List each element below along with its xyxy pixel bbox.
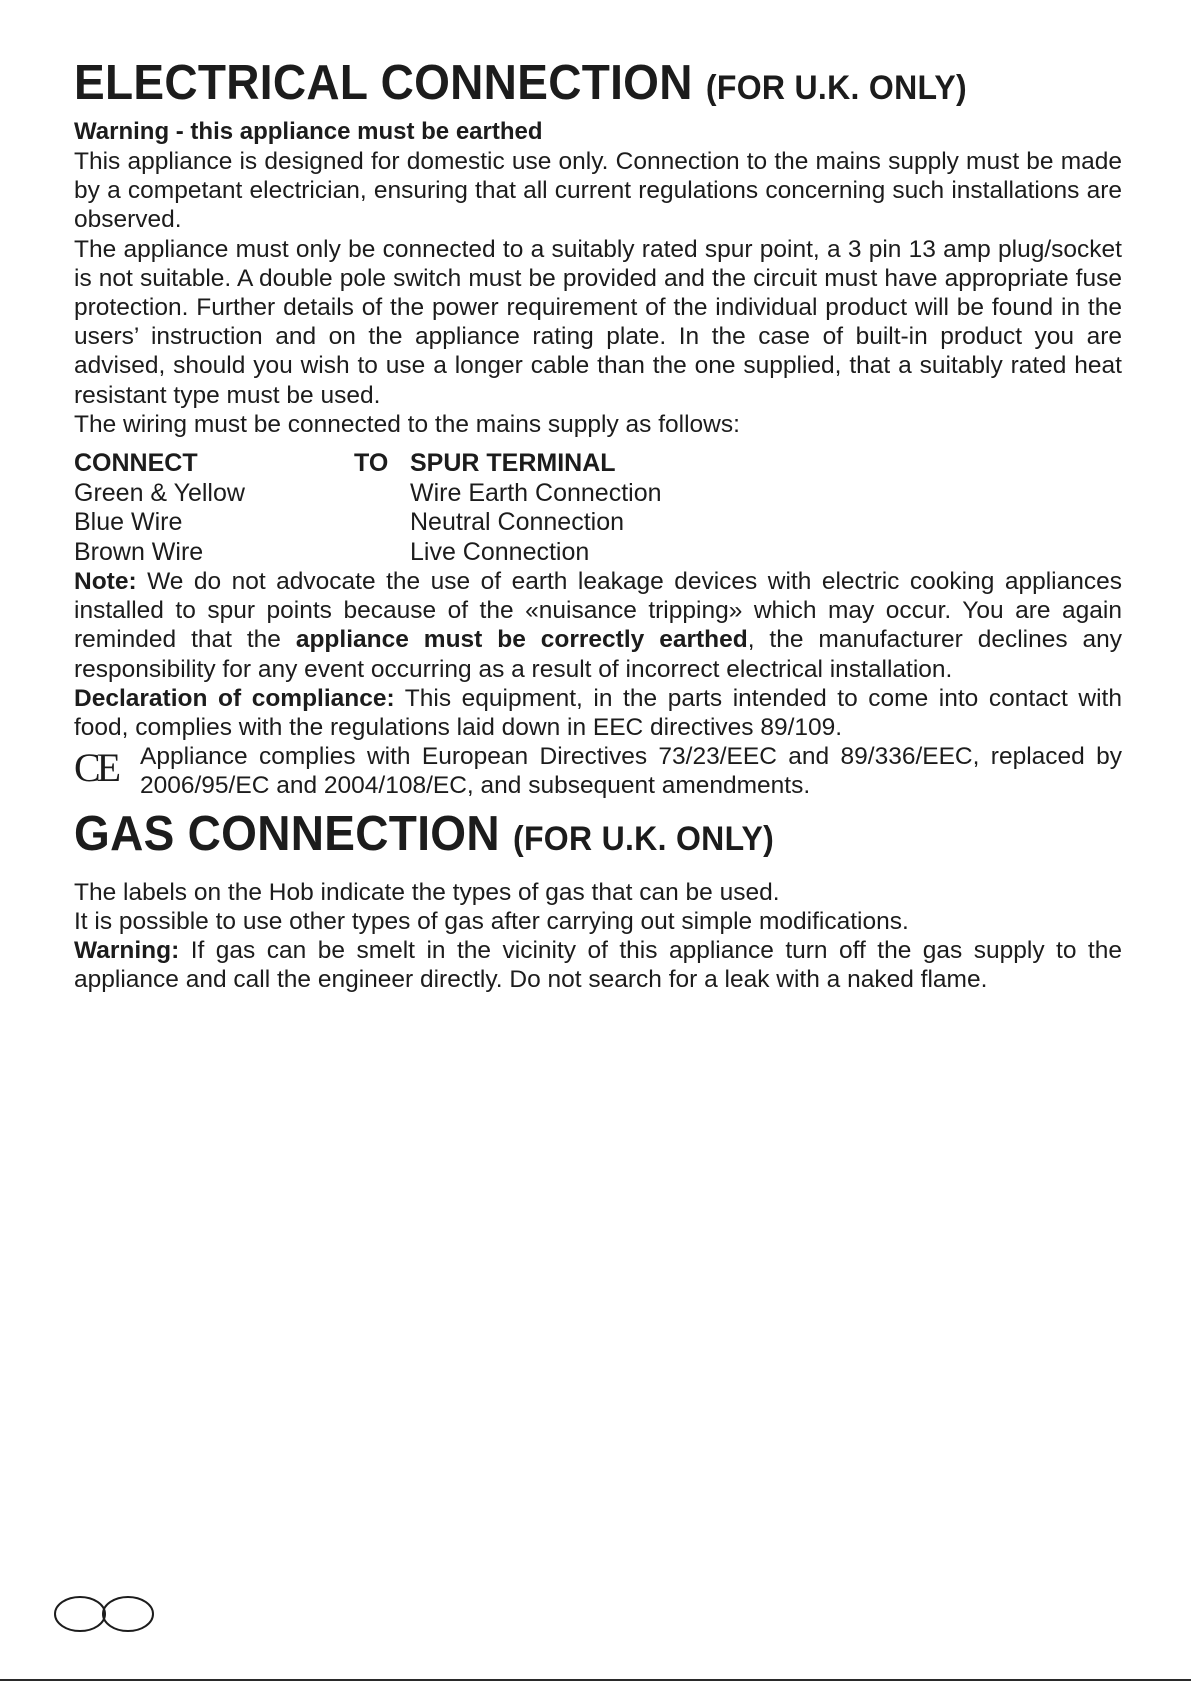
gas-warning bbox=[74, 936, 1122, 994]
page-content bbox=[74, 50, 1122, 994]
electrical-title-main: ELECTRICAL CONNECTION bbox=[74, 54, 693, 110]
note-text-2: , the manufacturer declines any responsibility for any event occurring as a result of incorrect electrical installation. bbox=[74, 626, 1123, 683]
note-label: Note: bbox=[74, 568, 137, 596]
wiring-header-to: TO bbox=[354, 449, 389, 478]
wiring-terminal-1: Wire Earth Connection bbox=[410, 478, 662, 507]
gas-title-suffix: (FOR U.K. ONLY) bbox=[512, 818, 775, 857]
wiring-terminal-column bbox=[410, 449, 662, 567]
gas-connection-title bbox=[74, 801, 1122, 870]
wiring-terminal-3: Live Connection bbox=[410, 537, 590, 566]
wiring-terminal-2: Neutral Connection bbox=[410, 508, 625, 537]
gas-title-main: GAS CONNECTION bbox=[74, 804, 500, 861]
wiring-header-connect: CONNECT bbox=[74, 449, 198, 478]
bottom-rule bbox=[0, 1679, 1191, 1681]
earth-leakage-note bbox=[74, 567, 1122, 684]
language-flag-ovals-icon bbox=[52, 1594, 162, 1634]
wiring-wire-2: Blue Wire bbox=[74, 508, 183, 537]
note-text-1: We do not advocate the use of earth leakage devices with electric cooking appliances installed to spur points because of the «nuisance tripping» which may occur. You are again reminded that the bbox=[74, 568, 1122, 654]
flag-oval-left bbox=[55, 1597, 105, 1631]
wiring-wire-1: Green & Yellow bbox=[74, 478, 245, 507]
electrical-paragraph-1: This appliance is designed for domestic use only. Connection to the mains supply must be made by a competant electrician, ensuring that all current regulations concerning such installations are observed. bbox=[74, 148, 1122, 234]
ce-compliance-row bbox=[74, 742, 1122, 800]
note-bold-text: appliance must be correctly earthed bbox=[295, 626, 748, 654]
declaration-text: This equipment, in the parts intended to come into contact with food, complies with the regulations laid down in EEC directives 89/109. bbox=[74, 684, 1122, 742]
wiring-connect-column bbox=[74, 449, 245, 567]
gas-line-1: The labels on the Hob indicate the types of gas that can be used. bbox=[74, 878, 780, 906]
electrical-title-suffix: (FOR U.K. ONLY) bbox=[705, 68, 967, 107]
ce-mark-icon: CE bbox=[74, 745, 118, 791]
declaration-of-compliance bbox=[74, 684, 1122, 742]
gas-body bbox=[74, 878, 1122, 995]
earthing-warning-heading: Warning - this appliance must be earthed bbox=[74, 118, 543, 145]
gas-line-2: It is possible to use other types of gas after carrying out simple modifications. bbox=[74, 907, 909, 935]
wiring-header-terminal: SPUR TERMINAL bbox=[410, 449, 616, 478]
gas-warning-label: Warning: bbox=[74, 937, 180, 965]
flag-oval-right bbox=[103, 1597, 153, 1631]
electrical-connection-title bbox=[74, 50, 1122, 119]
wiring-table bbox=[74, 449, 1122, 567]
gas-warning-text: If gas can be smelt in the vicinity of this appliance turn off the gas supply to the appliance and call the engineer directly. Do not search for a leak with a naked flame. bbox=[74, 937, 1122, 994]
declaration-label: Declaration of compliance: bbox=[74, 684, 395, 712]
wiring-wire-3: Brown Wire bbox=[74, 537, 204, 566]
electrical-paragraph-3: The wiring must be connected to the mains supply as follows: bbox=[74, 410, 740, 438]
electrical-paragraph-2: The appliance must only be connected to a suitably rated spur point, a 3 pin 13 amp plug/socket is not suitable. A double pole switch must be provided and the circuit must have appropriate fuse protection. Further details of the power requirement of the individual product will be found in the users’ instruction and on the appliance rating plate. In the case of built-in product you are advised, should you wish to use a longer cable than the one supplied, that a suitably rated heat resistant type must be used. bbox=[74, 235, 1122, 409]
ce-compliance-text: Appliance complies with European Directives 73/23/EEC and 89/336/EEC, replaced by 2006/95/EC and 2004/108/EC, and subsequent amendments. bbox=[140, 743, 1122, 800]
